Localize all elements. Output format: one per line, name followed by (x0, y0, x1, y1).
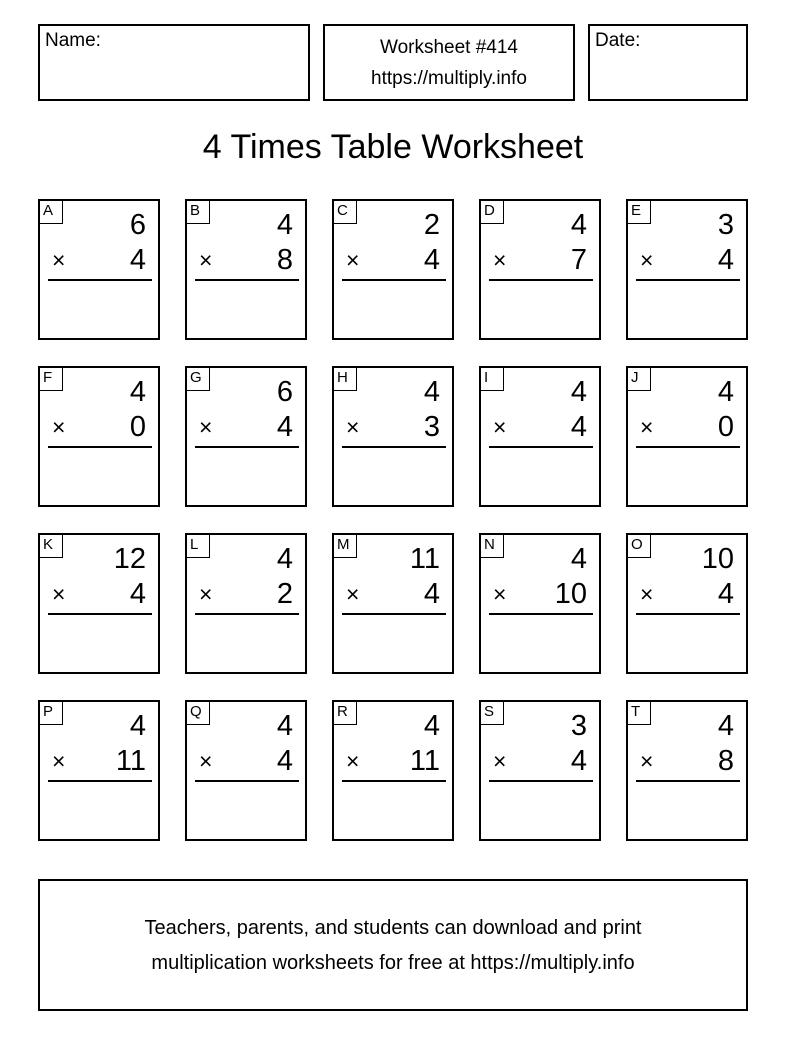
problem-card (626, 533, 748, 674)
answer-line (342, 279, 446, 281)
problem-card (38, 366, 160, 507)
times-sign: × (346, 581, 360, 607)
problem-letter: F (40, 368, 63, 391)
times-sign: × (640, 748, 654, 774)
problem-letter: C (334, 201, 357, 224)
multiplicand: 4 (717, 376, 734, 408)
problem-letter: I (481, 368, 504, 391)
multiplier: 4 (129, 244, 146, 276)
times-sign: × (52, 247, 66, 273)
worksheet-number: Worksheet #414 (379, 37, 518, 58)
answer-line (342, 780, 446, 782)
problem-card (332, 533, 454, 674)
multiplicand: 4 (717, 710, 734, 742)
problem-letter: P (40, 702, 63, 725)
times-sign: × (640, 414, 654, 440)
problem-letter: D (481, 201, 504, 224)
answer-line (195, 446, 299, 448)
times-sign: × (346, 247, 360, 273)
multiplicand: 11 (409, 543, 440, 575)
problem-card (185, 366, 307, 507)
problem-card (38, 533, 160, 674)
times-sign: × (199, 414, 213, 440)
answer-line (48, 279, 152, 281)
multiplicand: 4 (129, 376, 146, 408)
times-sign: × (52, 414, 66, 440)
multiplicand: 4 (276, 543, 293, 575)
multiplier: 4 (423, 244, 440, 276)
multiplicand: 4 (423, 376, 440, 408)
problem-card (479, 533, 601, 674)
times-sign: × (199, 581, 213, 607)
multiplicand: 4 (276, 710, 293, 742)
answer-line (48, 613, 152, 615)
multiplicand: 6 (276, 376, 293, 408)
multiplicand: 2 (423, 209, 440, 241)
problem-card (38, 700, 160, 841)
multiplier: 4 (717, 244, 734, 276)
times-sign: × (199, 748, 213, 774)
multiplicand: 4 (570, 543, 587, 575)
multiplier: 4 (129, 578, 146, 610)
multiplicand: 3 (570, 710, 587, 742)
problem-card (626, 199, 748, 340)
answer-line (489, 780, 593, 782)
multiplier: 2 (276, 578, 293, 610)
problem-letter: A (40, 201, 63, 224)
times-sign: × (640, 581, 654, 607)
problem-card (626, 700, 748, 841)
multiplicand: 3 (717, 209, 734, 241)
problem-card (332, 700, 454, 841)
times-sign: × (346, 748, 360, 774)
name-label: Name: (45, 30, 101, 51)
problem-card (185, 199, 307, 340)
answer-line (342, 446, 446, 448)
answer-line (636, 780, 740, 782)
problem-card (185, 700, 307, 841)
multiplier: 8 (717, 745, 734, 777)
problem-letter: K (40, 535, 63, 558)
problem-card (626, 366, 748, 507)
answer-line (489, 613, 593, 615)
multiplier: 11 (115, 745, 146, 777)
problem-letter: Q (187, 702, 210, 725)
multiplier: 4 (276, 745, 293, 777)
multiplicand: 4 (423, 710, 440, 742)
page-title: 4 Times Table Worksheet (202, 128, 584, 166)
problem-card (479, 700, 601, 841)
multiplicand: 4 (276, 209, 293, 241)
problem-letter: N (481, 535, 504, 558)
multiplier: 4 (717, 578, 734, 610)
multiplier: 11 (409, 745, 440, 777)
problem-letter: R (334, 702, 357, 725)
multiplier: 8 (276, 244, 293, 276)
problem-letter: J (628, 368, 651, 391)
answer-line (636, 279, 740, 281)
answer-line (195, 279, 299, 281)
problem-letter: O (628, 535, 651, 558)
multiplicand: 4 (570, 209, 587, 241)
problem-card (479, 199, 601, 340)
times-sign: × (346, 414, 360, 440)
times-sign: × (640, 247, 654, 273)
times-sign: × (493, 581, 507, 607)
problem-letter: L (187, 535, 210, 558)
answer-line (489, 279, 593, 281)
footer-text-line-2: multiplication worksheets for free at https://multiply.info (151, 952, 635, 974)
times-sign: × (493, 414, 507, 440)
multiplicand: 10 (701, 543, 734, 575)
times-sign: × (493, 748, 507, 774)
problem-letter: T (628, 702, 651, 725)
times-sign: × (493, 247, 507, 273)
multiplicand: 4 (570, 376, 587, 408)
multiplier: 7 (570, 244, 587, 276)
answer-line (48, 446, 152, 448)
footer-box (38, 879, 748, 1011)
footer-text-line-1: Teachers, parents, and students can download and print (144, 917, 642, 939)
problem-card (332, 366, 454, 507)
problem-card (332, 199, 454, 340)
multiplier: 4 (276, 411, 293, 443)
problem-card (479, 366, 601, 507)
times-sign: × (199, 247, 213, 273)
multiplier: 4 (570, 745, 587, 777)
problem-card (38, 199, 160, 340)
problem-letter: G (187, 368, 210, 391)
answer-line (195, 613, 299, 615)
answer-line (489, 446, 593, 448)
multiplier: 4 (570, 411, 587, 443)
times-sign: × (52, 581, 66, 607)
problem-letter: M (334, 535, 357, 558)
problem-card (185, 533, 307, 674)
date-label: Date: (595, 30, 641, 51)
multiplicand: 4 (129, 710, 146, 742)
problem-letter: H (334, 368, 357, 391)
answer-line (195, 780, 299, 782)
problem-letter: E (628, 201, 651, 224)
multiplier: 4 (423, 578, 440, 610)
multiplier: 3 (423, 411, 440, 443)
worksheet-url: https://multiply.info (371, 68, 527, 89)
answer-line (48, 780, 152, 782)
answer-line (636, 446, 740, 448)
multiplicand: 6 (129, 209, 146, 241)
times-sign: × (52, 748, 66, 774)
multiplier: 0 (717, 411, 734, 443)
multiplier: 0 (129, 411, 146, 443)
problem-letter: S (481, 702, 504, 725)
answer-line (342, 613, 446, 615)
multiplicand: 12 (113, 543, 146, 575)
answer-line (636, 613, 740, 615)
problem-letter: B (187, 201, 210, 224)
multiplier: 10 (554, 578, 587, 610)
